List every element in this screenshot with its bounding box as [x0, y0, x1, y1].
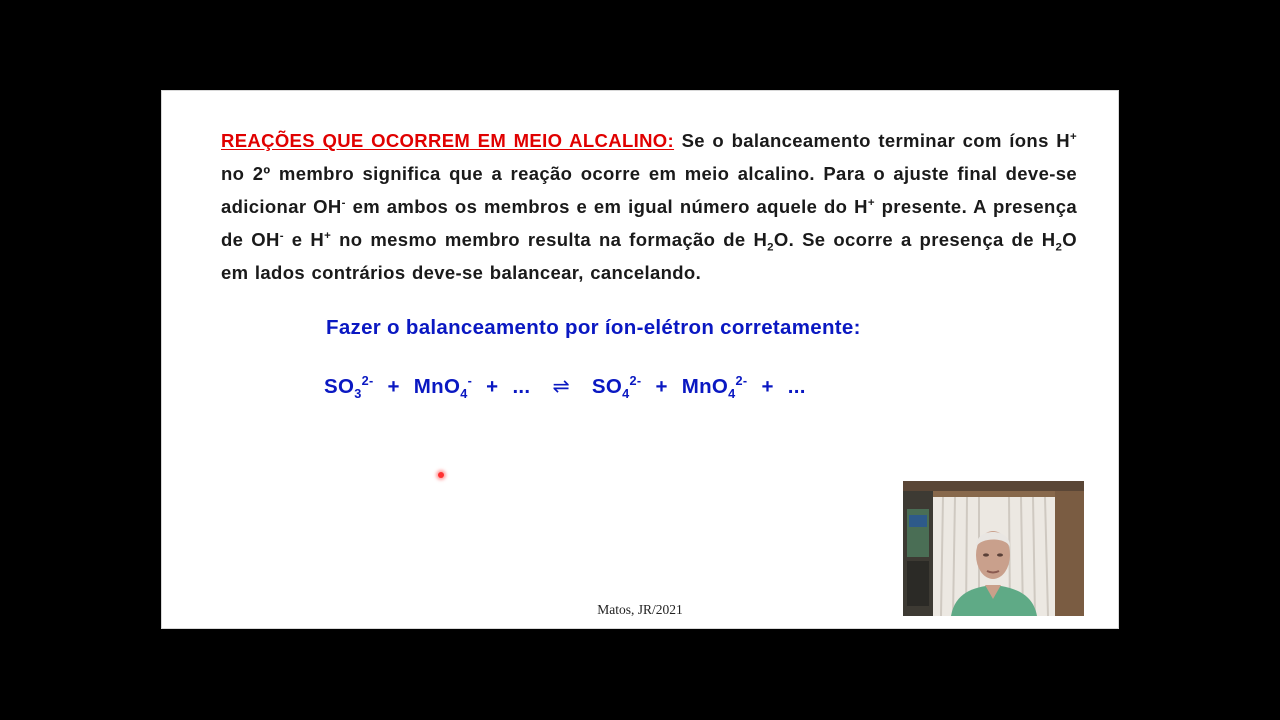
subscript: 2: [767, 241, 774, 254]
chemical-equation: [324, 373, 806, 402]
equilibrium-arrow-icon: ⇌: [552, 374, 570, 398]
paragraph-text: O em lados contrários deve-se balancear, cancelando.: [221, 229, 1077, 283]
species-formula: SO: [591, 375, 623, 398]
species-sulfite: [324, 373, 374, 402]
charge: 2-: [361, 373, 374, 389]
plus-sign: +: [761, 375, 774, 398]
superscript: +: [867, 196, 875, 209]
species-permanganate: [413, 373, 473, 402]
ellipsis: ...: [787, 375, 806, 398]
species-sulfate: [591, 373, 642, 402]
presenter-webcam: [903, 481, 1084, 616]
alkaline-medium-paragraph: [221, 124, 1077, 289]
charge: 2-: [735, 373, 748, 389]
paragraph-text: e H: [283, 229, 325, 250]
section-title: REAÇÕES QUE OCORREM EM MEIO ALCALINO:: [221, 130, 675, 151]
species-manganate: [681, 373, 748, 402]
plus-sign: +: [486, 375, 499, 398]
paragraph-text: em ambos os membros e em igual número aquele do H: [345, 196, 868, 217]
species-formula: SO: [324, 375, 355, 398]
plus-sign: +: [387, 375, 400, 398]
slide-footer: Matos, JR/2021: [597, 602, 683, 617]
laser-pointer-icon: [438, 472, 444, 478]
superscript: -: [279, 229, 284, 242]
paragraph-text: O. Se ocorre a presença de H: [773, 229, 1056, 250]
paragraph-text: no mesmo membro resulta na formação de H: [331, 229, 768, 250]
webcam-image: [903, 481, 1084, 616]
species-formula: MnO: [681, 375, 729, 398]
subscript: 3: [354, 386, 362, 402]
paragraph-text: no 2º membro significa que a reação ocorre em meio alcalino. Para o ajuste final deve-se adicionar OH: [221, 163, 1077, 217]
task-heading: Fazer o balanceamento por íon-elétron corretamente:: [326, 316, 861, 339]
subscript: 4: [728, 386, 736, 402]
subscript: 4: [460, 386, 468, 402]
plus-sign: +: [655, 375, 668, 398]
subscript: 2: [1055, 241, 1063, 254]
subscript: 4: [622, 386, 630, 402]
superscript: +: [1069, 130, 1077, 143]
species-formula: MnO: [413, 375, 461, 398]
superscript: +: [324, 229, 332, 242]
paragraph-text: presente. A presença de OH: [221, 196, 1077, 250]
charge: -: [467, 373, 473, 389]
paragraph-text: Se o balanceamento terminar com íons H: [674, 130, 1070, 151]
ellipsis: ...: [512, 375, 531, 398]
charge: 2-: [629, 373, 642, 389]
superscript: -: [341, 196, 346, 209]
